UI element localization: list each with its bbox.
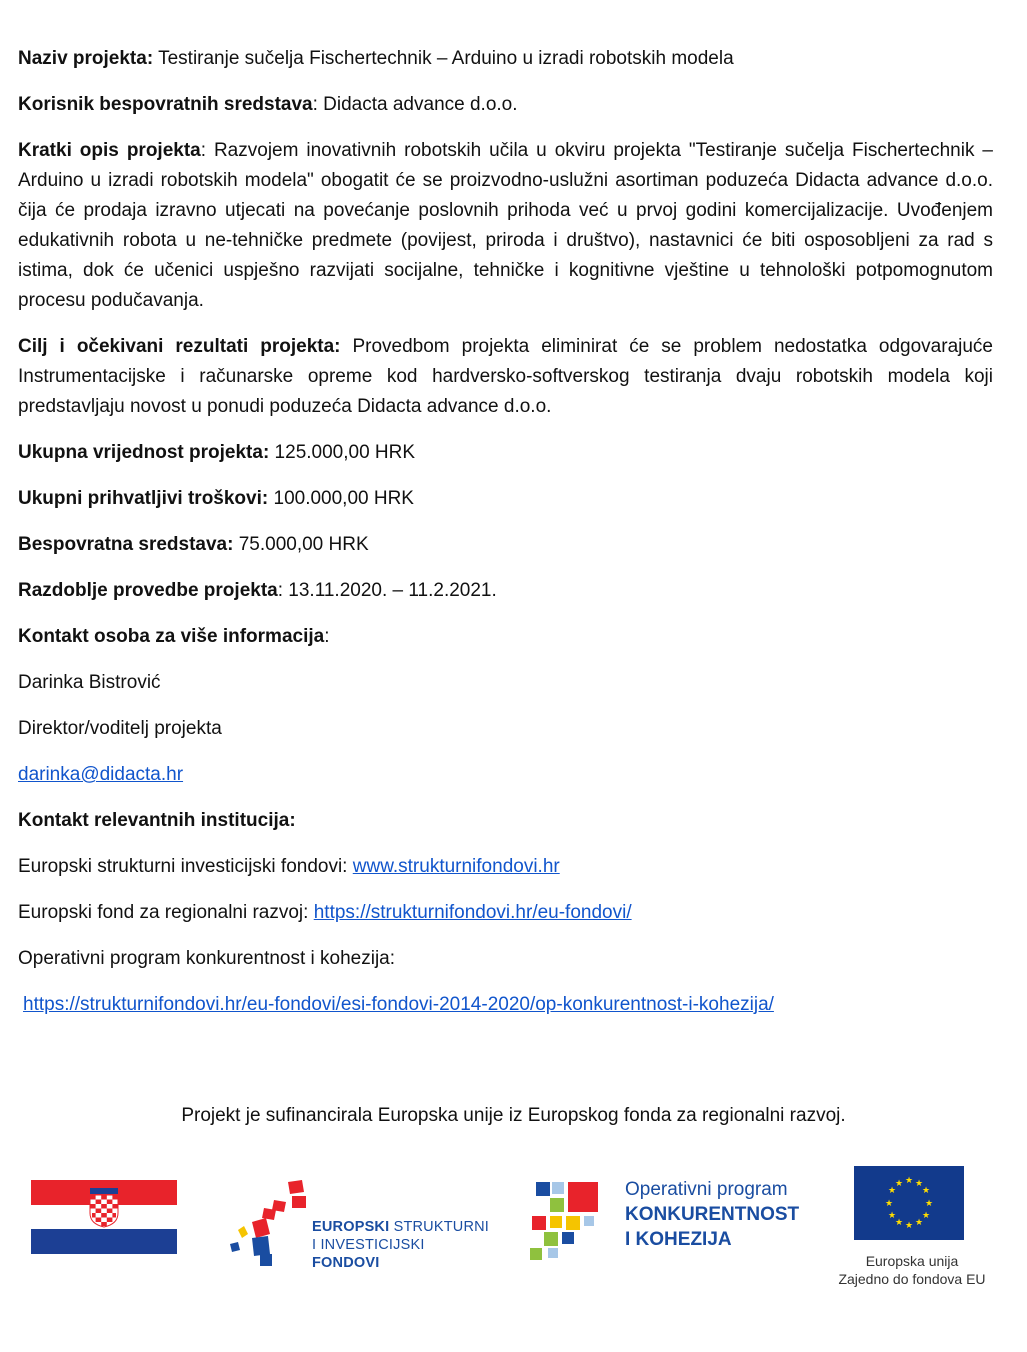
- opkk-link-row: [18, 990, 993, 1020]
- svg-text:★: ★: [884, 1199, 894, 1209]
- svg-text:★: ★: [894, 1179, 904, 1189]
- eligible-costs-amount: 100.000,00 HRK: [268, 488, 414, 509]
- esi-funds-emblem-icon: [230, 1178, 310, 1270]
- project-description-label: Kratki opis projekta: [18, 140, 201, 161]
- svg-text:★: ★: [921, 1211, 931, 1221]
- eu-stars-icon: [854, 1166, 964, 1240]
- op-line3: I KOHEZIJA: [625, 1229, 732, 1250]
- svg-text:★: ★: [914, 1218, 924, 1228]
- croatian-coat-of-arms-icon: [89, 1188, 119, 1228]
- efrr-row: [18, 898, 993, 928]
- project-name: [18, 44, 993, 74]
- project-period-value: : 13.11.2020. – 11.2.2021.: [277, 580, 497, 601]
- op-line2: KONKURENTNOST: [625, 1204, 800, 1225]
- grant-amount-value: 75.000,00 HRK: [233, 534, 369, 555]
- project-name-label: Naziv projekta:: [18, 48, 154, 69]
- contact-name: Darinka Bistrović: [18, 672, 161, 693]
- esi-line1-bold: EUROPSKI: [312, 1219, 390, 1235]
- logos-strip: [0, 1160, 1027, 1300]
- opkk-row: [18, 944, 993, 974]
- project-goal-value: Provedbom projekta eliminirat će se problem nedostatka odgovarajuće Instrumentacijske i računarske opreme kod hardversko-softverskog testiranja dvaju robotskih modela koji predstavljaju novost u ponudi poduzeća Didacta advance d.o.o.: [18, 336, 993, 417]
- opkk-text: Operativni program konkurentnost i kohezija:: [18, 948, 396, 969]
- svg-text:★: ★: [914, 1179, 924, 1189]
- project-period: [18, 576, 993, 606]
- grant-amount: [18, 530, 993, 560]
- svg-text:★: ★: [921, 1186, 931, 1196]
- beneficiary-value: : Didacta advance d.o.o.: [312, 94, 518, 115]
- esi-line2: I INVESTICIJSKI: [312, 1237, 425, 1253]
- esi-funds-text: [312, 1218, 490, 1272]
- svg-text:★: ★: [924, 1199, 934, 1209]
- opkk-link[interactable]: https://strukturnifondovi.hr/eu-fondovi/esi-fondovi-2014-2020/op-konkurentnost-i-kohezija/: [23, 994, 774, 1015]
- svg-text:★: ★: [904, 1176, 914, 1186]
- eu-caption-line2: Zajedno do fondova EU: [838, 1271, 986, 1287]
- esi-line2-bold: FONDOVI: [312, 1255, 380, 1271]
- project-goal: [18, 332, 993, 422]
- project-goal-label: Cilj i očekivani rezultati projekta:: [18, 336, 341, 357]
- svg-text:★: ★: [904, 1221, 914, 1231]
- op-mosaic-icon: [530, 1182, 610, 1262]
- total-value-amount: 125.000,00 HRK: [269, 442, 416, 463]
- svg-text:★: ★: [894, 1218, 904, 1228]
- project-document: [18, 44, 993, 1036]
- grant-amount-label: Bespovratna sredstava:: [18, 534, 234, 555]
- cofinancing-note: Projekt je sufinancirala Europska unije iz Europskog fonda za regionalni razvoj.: [181, 1105, 846, 1126]
- project-name-value: Testiranje sučelja Fischertechnik – Arduino u izradi robotskih modela: [153, 48, 734, 69]
- esif-link[interactable]: www.strukturnifondovi.hr: [352, 856, 560, 877]
- contact-email-link[interactable]: darinka@didacta.hr: [18, 764, 184, 785]
- eu-logo: [832, 1164, 992, 1294]
- beneficiary-label: Korisnik bespovratnih sredstava: [18, 94, 313, 115]
- total-value: [18, 438, 993, 468]
- esif-row: [18, 852, 993, 882]
- croatian-flag-logo: [31, 1180, 177, 1254]
- esi-line1: STRUKTURNI: [389, 1219, 490, 1235]
- project-period-label: Razdoblje provedbe projekta: [18, 580, 278, 601]
- esif-text: Europski strukturni investicijski fondovi:: [18, 856, 353, 877]
- project-description: [18, 136, 993, 316]
- efrr-text: Europski fond za regionalni razvoj:: [18, 902, 314, 923]
- esi-funds-logo: [230, 1178, 490, 1270]
- eu-flag-icon: [854, 1166, 964, 1240]
- contact-heading-label: Kontakt osoba za više informacija: [18, 626, 325, 647]
- contact-heading-colon: :: [324, 626, 330, 647]
- beneficiary: [18, 90, 993, 120]
- contact-role: Direktor/voditelj projekta: [18, 718, 222, 739]
- efrr-link[interactable]: https://strukturnifondovi.hr/eu-fondovi/: [313, 902, 632, 923]
- eligible-costs-label: Ukupni prihvatljivi troškovi:: [18, 488, 269, 509]
- total-value-label: Ukupna vrijednost projekta:: [18, 442, 270, 463]
- contact-email-row: [18, 760, 993, 790]
- project-description-value: : Razvojem inovativnih robotskih učila u okviru projekta "Testiranje sučelja Fischertechnik – Arduino u izradi robotskih modela" obogatit će se proizvodno-uslužni asortiman poduzeća Didacta advance d.o.o. čija će prodaja izravno utjecati na povećanje poslovnih prihoda već u prvoj godini komercijalizacije. Uvođenjem edukativnih robota u ne-tehničke predmete (povijest, priroda i društvo), nastavnici će biti osposobljeni za rad s istima, dok će učenici uspješno razvijati socijalne, tehničke i kognitivne vještine u tehnološki potpomognutom procesu podučavanja.: [18, 140, 993, 311]
- eu-caption-line1: Europska unija: [865, 1253, 959, 1269]
- contact-heading: [18, 622, 993, 652]
- op-competitiveness-logo: [530, 1178, 820, 1268]
- institutions-heading: Kontakt relevantnih institucija:: [18, 810, 296, 831]
- op-line1: Operativni program: [625, 1179, 788, 1200]
- svg-text:★: ★: [887, 1211, 897, 1221]
- svg-text:★: ★: [887, 1186, 897, 1196]
- eligible-costs: [18, 484, 993, 514]
